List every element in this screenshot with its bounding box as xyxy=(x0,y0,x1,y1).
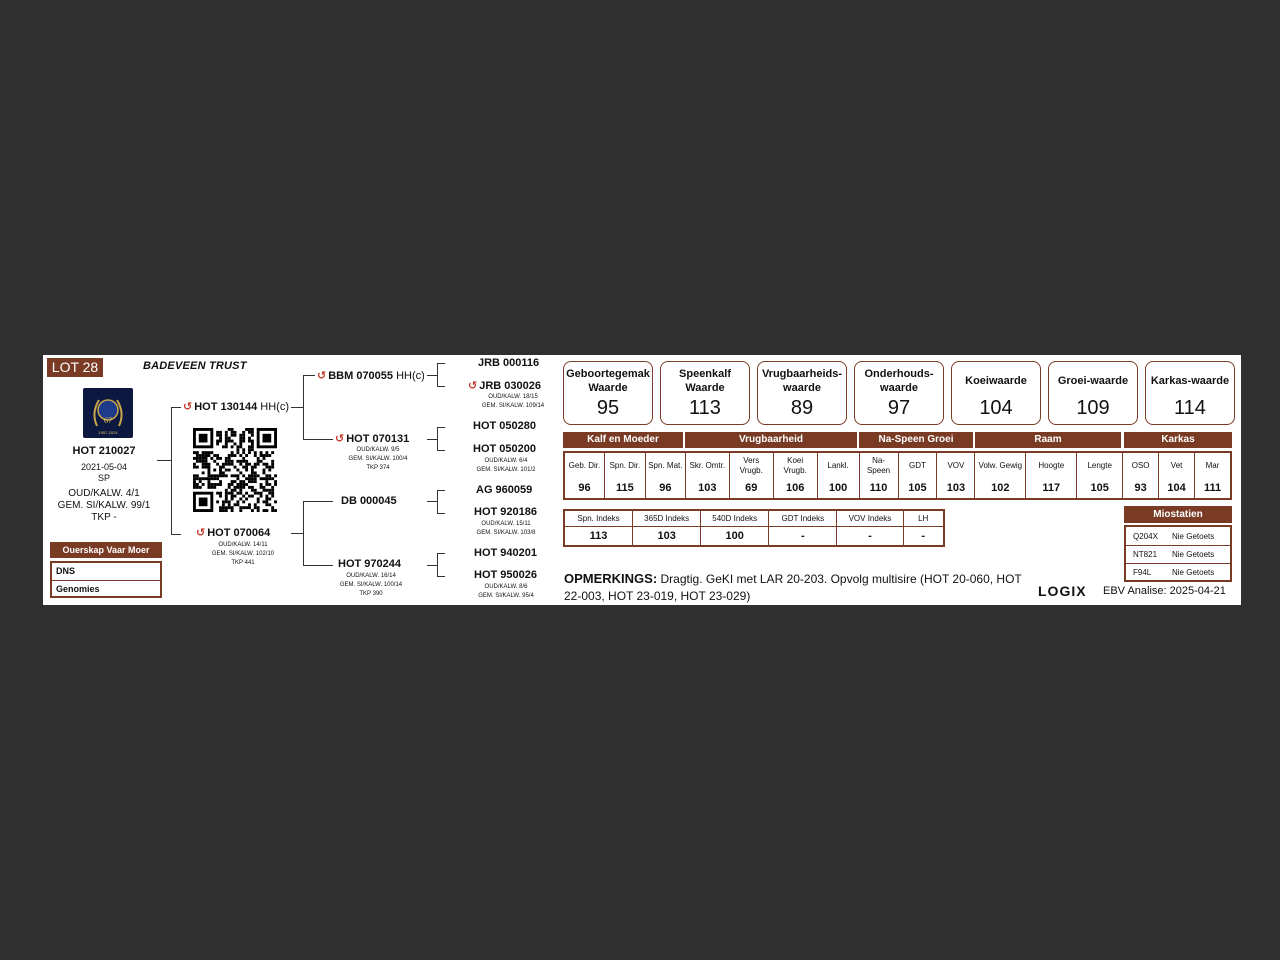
table-column xyxy=(565,511,633,545)
section-karkas: Karkas xyxy=(1124,432,1232,448)
column-value: 103 xyxy=(657,530,676,542)
table-column xyxy=(837,511,903,545)
column-header: VOV Indeks xyxy=(837,511,902,527)
ddd: HOT 950026 xyxy=(474,569,537,581)
svg-text:67: 67 xyxy=(104,416,112,425)
sd-marker-icon: ↺ xyxy=(335,433,345,445)
remarks-label: OPMERKINGS: xyxy=(564,571,658,586)
table-column xyxy=(701,511,769,545)
column-header: Lankl. xyxy=(827,461,849,470)
section-raam: Raam xyxy=(975,432,1121,448)
index-table xyxy=(563,509,945,547)
dam-sire: DB 000045 xyxy=(341,495,397,507)
table-column xyxy=(686,453,730,498)
tkp: TKP - xyxy=(91,512,117,523)
ss-marker-icon: ↺ xyxy=(317,370,327,382)
ssd-marker-icon: ↺ xyxy=(468,380,478,392)
column-value: 106 xyxy=(785,482,805,494)
column-header: Na-Speen xyxy=(866,456,891,475)
column-header: Spn. Indeks xyxy=(565,511,632,527)
section-vrugbaarheid: Vrugbaarheid xyxy=(685,432,857,448)
sdd-stats: OUD/KALW. 6/4 GEM. SI/KALW. 101/2 xyxy=(476,458,536,473)
dam: ↺ HOT 070064 xyxy=(196,527,271,539)
table-column xyxy=(904,511,943,545)
logix-logo: LOGIX xyxy=(1038,583,1087,599)
ownership-dns: DNS xyxy=(56,566,76,576)
column-value: 100 xyxy=(725,530,744,542)
column-value: - xyxy=(868,530,872,542)
column-value: 69 xyxy=(745,482,758,494)
animal-calving-stats xyxy=(53,488,155,524)
column-value: - xyxy=(921,530,926,542)
ev-box-groei: Groei-waarde 109 xyxy=(1048,361,1138,425)
myostatin-header: Miostatien xyxy=(1124,506,1232,523)
column-header: Koei Vrugb. xyxy=(783,456,807,475)
dam-dam: HOT 970244 xyxy=(338,558,401,570)
table-column xyxy=(860,453,899,498)
table-column xyxy=(633,511,701,545)
column-value: 115 xyxy=(616,482,634,494)
column-value: 96 xyxy=(659,482,672,494)
dsd-stats: OUD/KALW. 15/11 GEM. SI/KALW. 103/8 xyxy=(476,521,536,536)
column-value: 105 xyxy=(908,482,927,494)
table-column xyxy=(646,453,686,498)
table-column xyxy=(565,453,605,498)
sss: JRB 000116 xyxy=(478,357,540,369)
ev-box-koeiwaarde: Koeiwaarde 104 xyxy=(951,361,1041,425)
column-value: 96 xyxy=(578,482,591,494)
sire-dam: ↺ HOT 070131 xyxy=(335,433,410,445)
table-column xyxy=(1123,453,1159,498)
table-column xyxy=(1159,453,1195,498)
table-column xyxy=(730,453,774,498)
ssd: ↺ JRB 030026 xyxy=(468,380,541,392)
ev-box-karkas: Karkas-waarde 114 xyxy=(1145,361,1235,425)
column-header: LH xyxy=(904,511,943,527)
lot-label: LOT 28 xyxy=(47,358,103,377)
ddd-stats: OUD/KALW. 8/6 GEM. SI/KALW. 95/4 xyxy=(478,584,534,599)
table-column xyxy=(769,511,837,545)
myostatin-row: NT821 Nie Getoets xyxy=(1133,550,1215,559)
column-value: 111 xyxy=(1203,482,1222,494)
remarks-text: Dragtig. GeKI met LAR 20-203. Opvolg multisire (HOT 20-060, HOT 22-003, HOT 23-019, HOT 23-029) xyxy=(564,572,1022,603)
column-header: Volw. Gewig xyxy=(978,461,1023,470)
column-value: 102 xyxy=(991,482,1010,494)
column-header: VOV xyxy=(947,461,965,470)
myostatin-row: Q204X Nie Getoets xyxy=(1133,532,1215,541)
column-header: Lengte xyxy=(1087,461,1112,470)
column-header: 540D Indeks xyxy=(701,511,768,527)
sire-marker-icon: ↺ xyxy=(183,401,193,413)
column-header: GDT xyxy=(909,461,926,470)
laurel-logo-icon xyxy=(83,388,133,438)
section-kalf-en-moeder: Kalf en Moeder xyxy=(563,432,683,448)
column-value: 117 xyxy=(1042,482,1061,494)
dam-dam-stats: OUD/KALW. 16/14 GEM. SI/KALW. 100/14 TKP 390 xyxy=(339,573,403,597)
column-value: - xyxy=(800,530,805,542)
table-column xyxy=(1077,453,1123,498)
remarks xyxy=(564,570,1024,605)
herd-logo xyxy=(83,388,133,438)
column-value: 104 xyxy=(1167,482,1186,494)
column-header: Spn. Mat. xyxy=(648,461,683,470)
table-column xyxy=(937,453,975,498)
sdd: HOT 050200 xyxy=(473,443,536,455)
table-column xyxy=(899,453,938,498)
qr-code[interactable] xyxy=(193,428,277,512)
sale-lot-card xyxy=(43,355,1241,605)
ssd-stats: OUD/KALW. 18/15 GEM. SI/KALW. 109/14 xyxy=(481,394,545,409)
column-value: 93 xyxy=(1134,482,1147,494)
ownership-genomies: Genomies xyxy=(56,584,100,594)
column-header: Skr. Omtr. xyxy=(689,461,726,470)
dam-stats: OUD/KALW. 14/11 GEM. SI/KALW. 102/10 TKP 441 xyxy=(211,542,275,566)
column-value: 110 xyxy=(869,482,888,494)
table-column xyxy=(1026,453,1077,498)
column-header: Geb. Dir. xyxy=(568,461,601,470)
column-header: Vers Vrugb. xyxy=(739,456,763,475)
column-value: 100 xyxy=(828,482,848,494)
column-header: GDT Indeks xyxy=(769,511,836,527)
column-header: Spn. Dir. xyxy=(609,461,641,470)
column-header: Vet xyxy=(1170,461,1183,470)
dam-marker-icon: ↺ xyxy=(196,527,206,539)
table-column xyxy=(818,453,860,498)
sire: ↺ HOT 130144 HH(c) xyxy=(183,401,289,413)
myostatin-row: F94L Nie Getoets xyxy=(1133,568,1215,577)
column-value: 103 xyxy=(698,482,717,494)
animal-sex: SP xyxy=(97,473,110,483)
ev-box-speenkalf: Speenkalf Waarde 113 xyxy=(660,361,750,425)
ev-box-vrugbaarheid: Vrugbaarheids-waarde 89 xyxy=(757,361,847,425)
dds: HOT 940201 xyxy=(474,547,537,559)
animal-id: HOT 210027 xyxy=(72,445,136,457)
column-header: 365D Indeks xyxy=(633,511,700,527)
svg-text:1957-2024: 1957-2024 xyxy=(98,430,118,435)
ev-box-onderhoud: Onderhouds-waarde 97 xyxy=(854,361,944,425)
section-na-speen-groei: Na-Speen Groei xyxy=(859,432,973,448)
column-header: Hoogte xyxy=(1038,461,1065,470)
ebv-table xyxy=(563,451,1232,500)
table-column xyxy=(774,453,818,498)
sire-dam-stats: OUD/KALW. 9/5 GEM. SI/KALW. 100/4 TKP 374 xyxy=(348,447,408,471)
column-value: 113 xyxy=(589,530,608,542)
sds: HOT 050280 xyxy=(473,420,536,432)
gem-si-kalw: GEM. SI/KALW. 99/1 xyxy=(57,500,151,511)
column-value: 103 xyxy=(946,482,966,494)
table-column xyxy=(975,453,1026,498)
dss: AG 960059 xyxy=(476,484,533,496)
table-column xyxy=(605,453,646,498)
ev-box-geboortegemak: Geboortegemak Waarde 95 xyxy=(563,361,653,425)
column-header: OSO xyxy=(1131,461,1150,470)
column-header: Mar xyxy=(1205,461,1220,470)
oud-kalw: OUD/KALW. 4/1 xyxy=(68,488,140,499)
table-column xyxy=(1195,453,1230,498)
ownership-header: Ouerskap Vaar Moer xyxy=(50,542,162,558)
birth-date: 2021-05-04 xyxy=(80,462,128,472)
dsd: HOT 920186 xyxy=(474,506,537,518)
ownership-box xyxy=(50,561,162,598)
myostatin-table xyxy=(1124,525,1232,582)
column-value: 105 xyxy=(1090,482,1109,494)
sire-sire: ↺ BBM 070055 HH(c) xyxy=(317,370,425,382)
ebv-date: EBV Analise: 2025-04-21 xyxy=(1103,585,1226,597)
herd-name: BADEVEEN TRUST xyxy=(143,360,247,372)
